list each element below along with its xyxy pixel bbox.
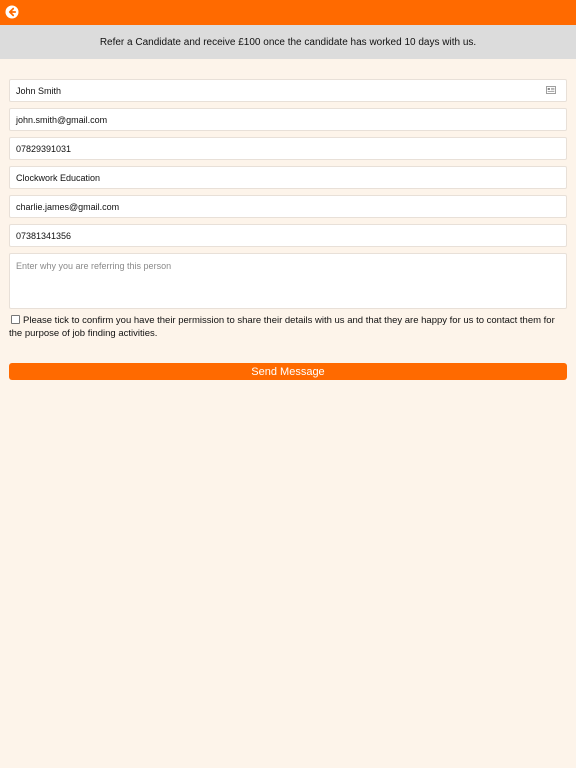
referral-banner bbox=[0, 25, 576, 59]
top-bar bbox=[0, 0, 576, 25]
referral-reason-placeholder: Enter why you are referring this person bbox=[16, 261, 172, 271]
consent-row bbox=[9, 314, 565, 340]
send-message-button[interactable] bbox=[9, 363, 567, 380]
consent-text: Please tick to confirm you have their permission to share their details with us and that they are happy for us to contact them for the purpose of job finding activities. bbox=[9, 315, 555, 339]
candidate-email-value: charlie.james@gmail.com bbox=[16, 201, 120, 212]
your-phone-value: 07829391031 bbox=[16, 143, 72, 154]
candidate-phone-field[interactable] bbox=[9, 224, 567, 247]
candidate-phone-value: 07381341356 bbox=[16, 230, 72, 241]
your-name-value: John Smith bbox=[16, 85, 62, 96]
back-button[interactable] bbox=[5, 5, 19, 19]
candidate-email-field[interactable] bbox=[9, 195, 567, 218]
candidate-name-field[interactable] bbox=[9, 166, 567, 189]
your-name-field[interactable] bbox=[9, 79, 567, 102]
your-email-field[interactable] bbox=[9, 108, 567, 131]
referral-reason-textarea[interactable] bbox=[9, 253, 567, 309]
banner-text: Refer a Candidate and receive £100 once the candidate has worked 10 days with us. bbox=[99, 36, 477, 48]
send-message-label: Send Message bbox=[251, 365, 325, 378]
consent-checkbox[interactable] bbox=[11, 315, 20, 324]
your-email-value: john.smith@gmail.com bbox=[16, 114, 108, 125]
referral-form bbox=[9, 79, 567, 309]
your-phone-field[interactable] bbox=[9, 137, 567, 160]
contact-card-icon[interactable] bbox=[546, 86, 556, 94]
back-arrow-icon bbox=[5, 5, 19, 19]
candidate-name-value: Clockwork Education bbox=[16, 172, 101, 183]
